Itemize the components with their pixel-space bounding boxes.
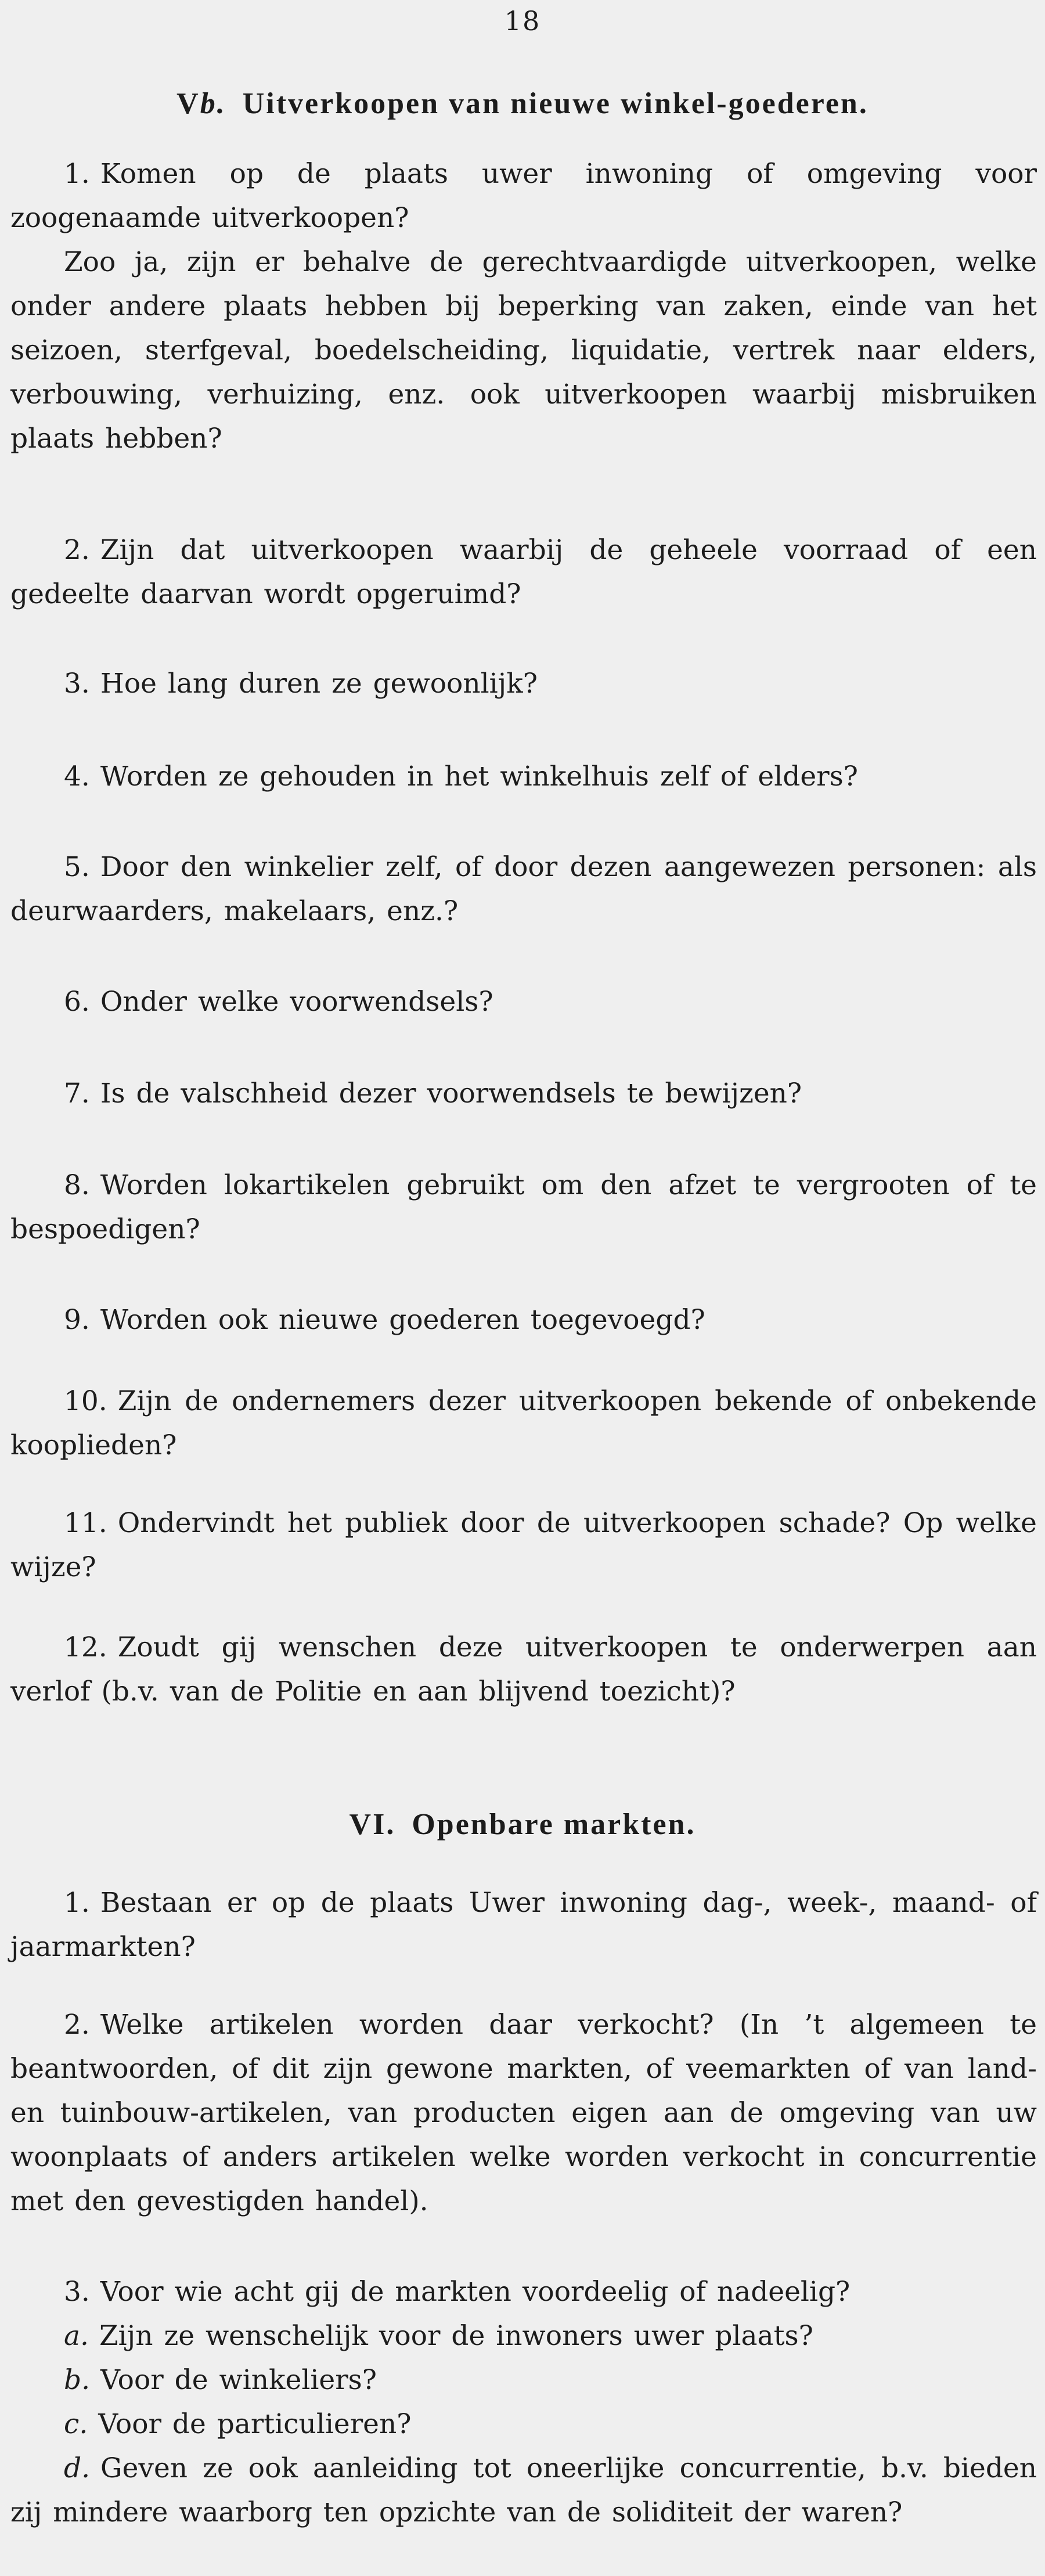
question-vb-7: 7. Is de valschheid dezer voorwendsels te bewijzen? bbox=[64, 1078, 802, 1109]
question-vb-3: 3. Hoe lang duren ze gewoonlijk? bbox=[64, 668, 538, 700]
section-number-vi: VI. bbox=[349, 1808, 396, 1841]
question-vb-9: 9. Worden ook nieuwe goederen toegevoegd? bbox=[64, 1304, 705, 1336]
question-vi-3b: b. Voor de winkeliers? bbox=[64, 2364, 377, 2396]
section-heading-vb bbox=[0, 86, 1045, 122]
question-vi-3d: d. Geven ze ook aanleiding tot oneerlijke concurrentie, b.v. bieden zij mindere waarborg ten opzichte van de soliditeit der waren? bbox=[10, 2452, 1037, 2528]
question-vb-8: 8. Worden lokartikelen gebruikt om den afzet te vergrooten of te bespoedigen? bbox=[10, 1169, 1037, 1245]
question-vb-1-followup: Zoo ja, zijn er behalve de gerechtvaardigde uitverkoopen, welke onder andere plaats hebben bij beperking van zaken, einde van het seizoen, sterfgeval, boedelscheiding, liquidatie, vertrek naar elders, verbouwing, verhuizing, enz. ook uitverkoopen waarbij misbruiken plaats hebben? bbox=[10, 246, 1037, 455]
question-vi-3a: a. Zijn ze wenschelijk voor de inwoners uwer plaats? bbox=[64, 2320, 813, 2352]
question-vb-4: 4. Worden ze gehouden in het winkelhuis zelf of elders? bbox=[64, 761, 858, 792]
question-vi-3: 3. Voor wie acht gij de markten voordeelig of nadeelig? bbox=[64, 2276, 851, 2308]
question-vb-11: 11. Ondervindt het publiek door de uitverkoopen schade? Op welke wijze? bbox=[10, 1507, 1037, 1583]
question-vb-5: 5. Door den winkelier zelf, of door dezen aangewezen personen: als deurwaarders, makelaars, enz.? bbox=[10, 851, 1037, 927]
section-heading-vi bbox=[0, 1807, 1045, 1843]
question-vi-2: 2. Welke artikelen worden daar verkocht? (In ’t algemeen te beantwoorden, of dit zijn gewone markten, of veemarkten of van land- en tuinbouw-artikelen, van producten eigen aan de omgeving van uw woonplaats of anders artikelen welke worden verkocht in concurrentie met den gevestigden handel). bbox=[10, 2009, 1037, 2217]
question-vi-3c: c. Voor de particulieren? bbox=[64, 2408, 412, 2440]
question-vb-12: 12. Zoudt gij wenschen deze uitverkoopen te onderwerpen aan verlof (b.v. van de Politie en aan blijvend toezicht)? bbox=[10, 1631, 1037, 1707]
section-title-vb: Uitverkoopen van nieuwe winkel-goederen. bbox=[242, 87, 869, 120]
question-vi-1: 1. Bestaan er op de plaats Uwer inwoning dag-, week-, maand- of jaarmarkten? bbox=[10, 1887, 1037, 1963]
section-title-vi: Openbare markten. bbox=[412, 1808, 696, 1841]
section-number-vb: Vb. bbox=[176, 87, 226, 120]
question-vb-2: 2. Zijn dat uitverkoopen waarbij de geheele voorraad of een gedeelte daarvan wordt opgeruimd? bbox=[10, 534, 1037, 610]
question-vb-1: 1. Komen op de plaats uwer inwoning of omgeving voor zoogenaamde uitverkoopen? bbox=[10, 158, 1037, 234]
page-number: 18 bbox=[504, 5, 541, 37]
question-vb-10: 10. Zijn de ondernemers dezer uitverkoopen bekende of onbekende kooplieden? bbox=[10, 1385, 1037, 1461]
question-vb-6: 6. Onder welke voorwendsels? bbox=[64, 986, 493, 1018]
